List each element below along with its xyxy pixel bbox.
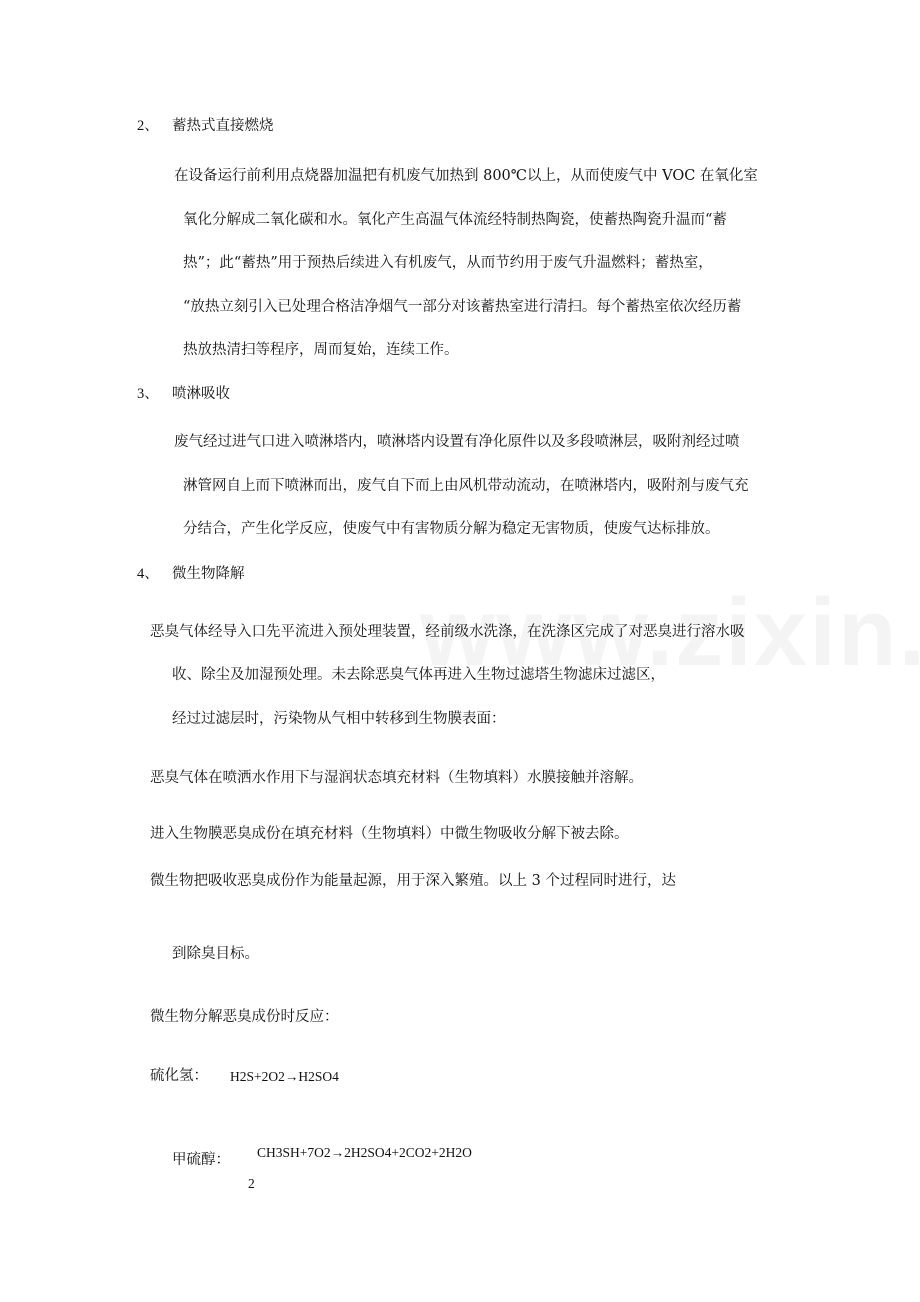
section-4-number: 4、 (137, 566, 159, 582)
rto-line-4: “放热立刻引入已处理合格洁净烟气一部分对该蓄热室进行清扫。每个蓄热室依次经历蓄 (183, 299, 742, 315)
bio-line-7: 到除臭目标。 (172, 946, 259, 962)
section-3-title: 喷淋吸收 (172, 386, 230, 402)
bio-line-1: 恶臭气体经导入口先平流进入预处理装置，经前级水洗涤，在洗涤区完成了对恶臭进行溶水吸 (150, 624, 745, 640)
spray-line-1: 废气经过进气口进入喷淋塔内，喷淋塔内设置有净化原件以及多段喷淋层，吸附剂经过喷 (174, 434, 740, 450)
bio-line-4: 恶臭气体在喷洒水作用下与湿润状态填充材料（生物填料）水膜接触并溶解。 (150, 770, 643, 786)
bio-line-3: 经过过滤层时，污染物从气相中转移到生物膜表面： (172, 711, 506, 727)
reaction-ch3sh-formula: CH3SH+7O2→2H2SO4+2CO2+2H2O (257, 1145, 472, 1160)
bio-line-8: 微生物分解恶臭成份时反应： (150, 1009, 339, 1025)
rto-line-1: 在设备运行前利用点烧器加温把有机废气加热到 800℃以上，从而使废气中 VOC 在氧化室 (174, 168, 758, 184)
section-2-number: 2、 (137, 118, 159, 134)
section-2-title: 蓄热式直接燃烧 (172, 118, 274, 134)
reaction-h2s-formula: H2S+2O2→H2SO4 (230, 1069, 339, 1084)
bio-line-5: 进入生物膜恶臭成份在填充材料（生物填料）中微生物吸收分解下被去除。 (150, 826, 629, 842)
rto-line-5: 热放热清扫等程序，周而复始，连续工作。 (183, 342, 459, 358)
spray-line-2: 淋管网自上而下喷淋而出，废气自下而上由风机带动流动，在喷淋塔内，吸附剂与废气充 (183, 478, 749, 494)
bio-line-6: 微生物把吸收恶臭成份作为能量起源，用于深入繁殖。以上 3 个过程同时进行，达 (150, 873, 676, 889)
spray-line-3: 分结合，产生化学反应，使废气中有害物质分解为稳定无害物质，使废气达标排放。 (183, 521, 720, 537)
reaction-h2s-label: 硫化氢： (150, 1068, 208, 1084)
reaction-ch3sh-label: 甲硫醇： (172, 1152, 230, 1168)
rto-line-2: 氧化分解成二氧化碳和水。氧化产生高温气体流经特制热陶瓷，使蓄热陶瓷升温而“蓄 (183, 212, 727, 228)
rto-line-3: 热”；此“蓄热”用于预热后续进入有机废气，从而节约用于废气升温燃料；蓄热室， (183, 255, 713, 271)
section-3-number: 3、 (137, 386, 159, 402)
reaction-ch3sh-coefficient: 2 (248, 1176, 255, 1191)
section-4-title: 微生物降解 (172, 566, 245, 582)
bio-line-2: 收、除尘及加湿预处理。未去除恶臭气体再进入生物过滤塔生物滤床过滤区， (172, 667, 665, 683)
